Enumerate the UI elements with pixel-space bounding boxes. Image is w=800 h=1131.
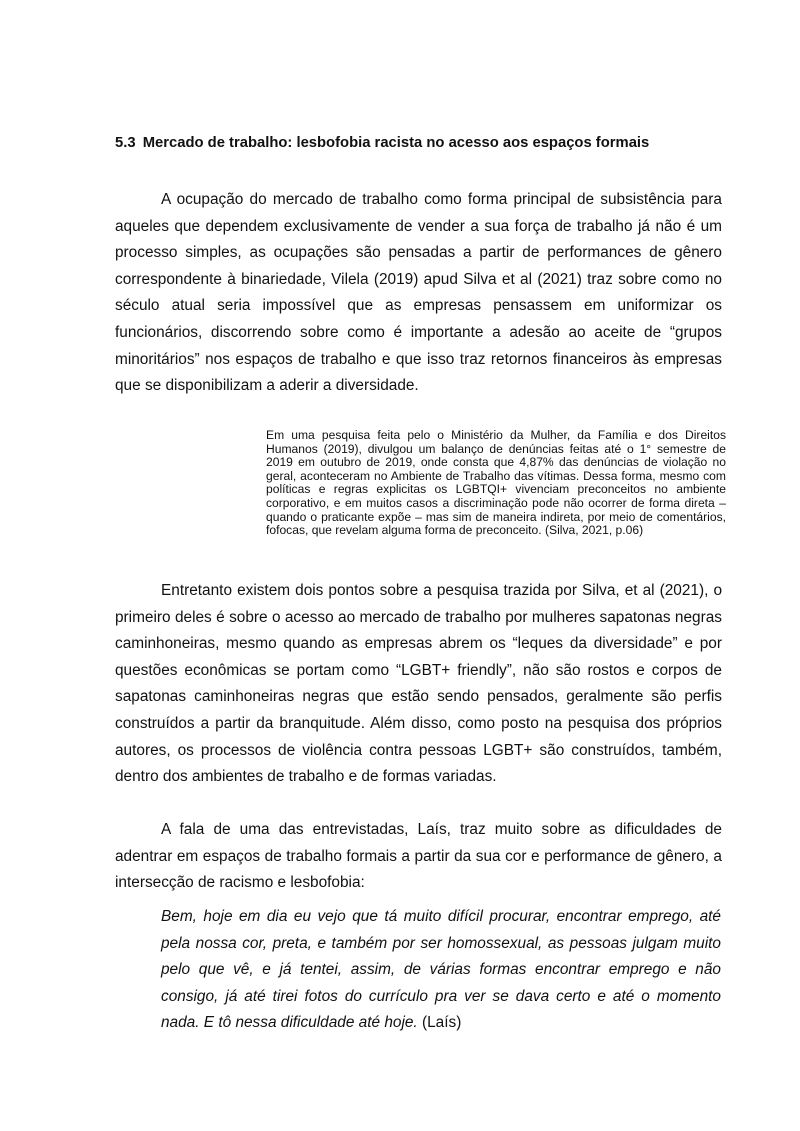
paragraph-interview-intro: A fala de uma das entrevistadas, Laís, traz muito sobre as dificuldades de adentrar em espaços de trabalho formais a partir da sua cor e performance de gênero, a intersecção de racismo e lesbofobia: [115, 821, 722, 892]
paragraph-intro: A ocupação do mercado de trabalho como forma principal de subsistência para aqueles que dependem exclusivamente de vender a sua força de trabalho já não é um processo simples, as ocupações são pensadas a partir de performances de gênero correspondente à binariedade, Vilela (2019) apud Silva et al (2021) traz sobre como no século atual seria impossível que as empresas pensassem em uniformizar os funcionários, discorrendo sobre como é importante a adesão ao aceite de “grupos minoritários” nos espaços de trabalho e que isso traz retornos financeiros às empresas que se disponibilizam a aderir a diversidade. [115, 191, 722, 395]
paragraph-analysis: Entretanto existem dois pontos sobre a pesquisa trazida por Silva, et al (2021), o primeiro deles é sobre o acesso ao mercado de trabalho por mulheres sapatonas negras caminhoneiras, mesmo quando as empresas abrem os “leques da diversidade” e por questões econômicas se portam como “LGBT+ friendly”, não são rostos e corpos de sapatonas caminhoneiras negras que estão sendo pensados, geralmente são perfis construídos a partir da branquitude. Além disso, como posto na pesquisa dos próprios autores, os processos de violência contra pessoas LGBT+ são construídos, também, dentro dos ambientes de trabalho e de formas variadas. [115, 582, 722, 786]
section-title: Mercado de trabalho: lesbofobia racista no acesso aos espaços formais [142, 135, 650, 151]
interview-quote [161, 904, 721, 1037]
block-quote: Em uma pesquisa feita pelo o Ministério da Mulher, da Família e dos Direitos Humanos (2019), divulgou um balanço de denúncias feitas até o 1° semestre de 2019 em outubro de 2019, onde consta que 4,87% das denúncias de violação no geral, aconteceram no Ambiente de Trabalho das vítimas. Dessa forma, mesmo com políticas e regras explicitas os LGBTQI+ vivenciam preconceitos no ambiente corporativo, e em muitos casos a discriminação pode não ocorrer de forma direta – quando o praticante expõe – mas sim de maneira indireta, por meio de comentários, fofocas, que revelam alguma forma de preconceito. (Silva, 2021, p.06) [266, 428, 726, 538]
interview-quote-text: Bem, hoje em dia eu vejo que tá muito difícil procurar, encontrar emprego, até pela nossa cor, preta, e também por ser homossexual, as pessoas julgam muito pelo que vê, e já tentei, assim, de várias formas encontrar emprego e não consigo, já até tirei fotos do currículo pra ver se dava certo e até o momento nada. E tô nessa dificuldade até hoje. [161, 908, 721, 1032]
interview-attribution: (Laís) [421, 1014, 462, 1032]
section-number: 5.3 [115, 135, 136, 151]
section-heading [115, 132, 735, 154]
